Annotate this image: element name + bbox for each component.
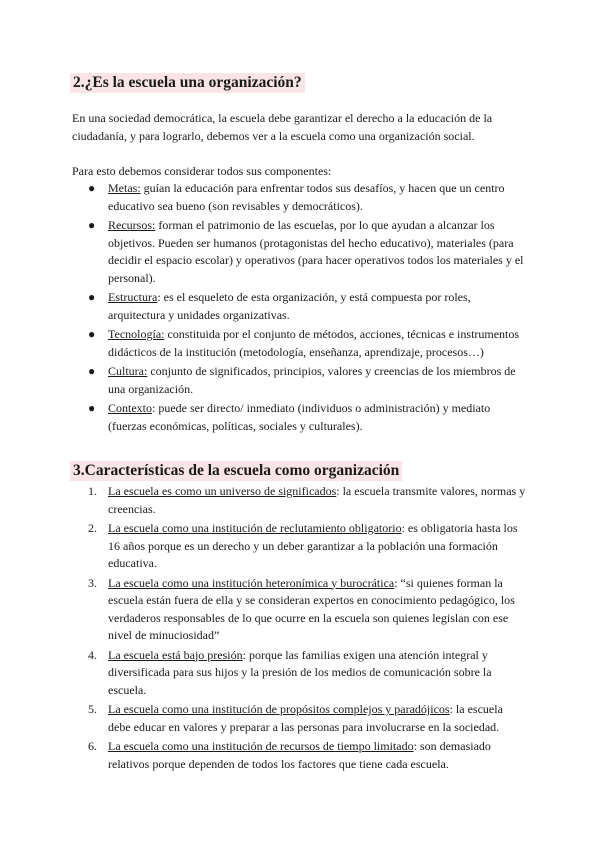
characteristics-list: [88, 483, 528, 775]
list-item: ● Contexto: puede ser directo/ inmediato (individuos o administración) y mediato (fuerzas económicas, políticas, sociales y culturales).: [88, 401, 491, 433]
list-number: 2.: [88, 521, 97, 535]
list-item: 6. La escuela como una institución de recursos de tiempo limitado: son demasiado relativos porque dependen de todos los factores que tiene cada escuela.: [88, 739, 491, 771]
section-1-lead: Para esto debemos considerar todos sus componentes:: [72, 164, 332, 178]
section-1-intro: En una sociedad democrática, la escuela debe garantizar el derecho a la educación de la ciudadanía, y para lograrlo, debemos ver a la escuela como una organización social.: [72, 111, 493, 143]
list-item: 4. La escuela está bajo presión: porque las familias exigen una atención integral y diversificada para sus hijos y la presión de los medios de comunicación sobre la escuela.: [88, 647, 492, 697]
section-2-heading: 3.Características de la escuela como organización: [70, 461, 402, 481]
list-number: 4.: [88, 647, 97, 662]
list-item: 1. La escuela es como un universo de significados: la escuela transmite valores, normas y creencias.: [88, 484, 526, 516]
list-number: 5.: [88, 702, 97, 716]
bullet-icon: ●: [88, 401, 96, 415]
bullet-icon: ●: [88, 218, 96, 232]
bullet-icon: ●: [88, 290, 96, 304]
section-1-heading: 2.¿Es la escuela una organización?: [70, 73, 305, 93]
bullet-icon: ●: [88, 364, 96, 378]
list-item: 3. La escuela como una institución heteronímica y burocrática: “si quienes forman la escuela están fuera de ella y se consideran expertos en conocimiento pedagógico, los verdaderos responsables de lo que ocurre en la escuela son quienes legislan con ese nivel de minuciosidad”: [88, 575, 515, 642]
bullet-icon: ●: [88, 181, 96, 195]
bullet-icon: ●: [88, 327, 96, 341]
list-item: 5. La escuela como una institución de propósitos complejos y paradójicos: la escuela debe educar en valores y preparar a las personas para involucrarse en la sociedad.: [88, 702, 503, 734]
list-number: 6.: [88, 739, 97, 753]
list-item: ● Metas: guían la educación para enfrentar todos sus desafíos, y hacen que un centro educativo sea bueno (son revisables y democráticos).: [88, 181, 505, 213]
list-number: 3.: [88, 575, 97, 590]
list-item: ● Cultura: conjunto de significados, principios, valores y creencias de los miembros de una organización.: [88, 364, 516, 396]
list-item: ● Tecnología: constituida por el conjunto de métodos, acciones, técnicas e instrumentos didácticos de la institución (metodología, enseñanza, aprendizaje, procesos…): [88, 327, 520, 359]
list-item: ● Recursos: forman el patrimonio de las escuelas, por lo que ayudan a alcanzar los objetivos. Pueden ser humanos (protagonistas del hecho educativo), materiales (para decidir el espacio escolar) y operativos (para hacer operativos todos los materiales y el personal).: [88, 218, 524, 285]
list-number: 1.: [88, 484, 97, 498]
list-item: ● Estructura: es el esqueleto de esta organización, y está compuesta por roles, arquitectura y unidades organizativas.: [88, 290, 471, 322]
components-list: [88, 180, 528, 437]
list-item: 2. La escuela como una institución de reclutamiento obligatorio: es obligatoria hasta los 16 años porque es un derecho y un deber garantizar a la población una formación educativa.: [88, 521, 518, 570]
